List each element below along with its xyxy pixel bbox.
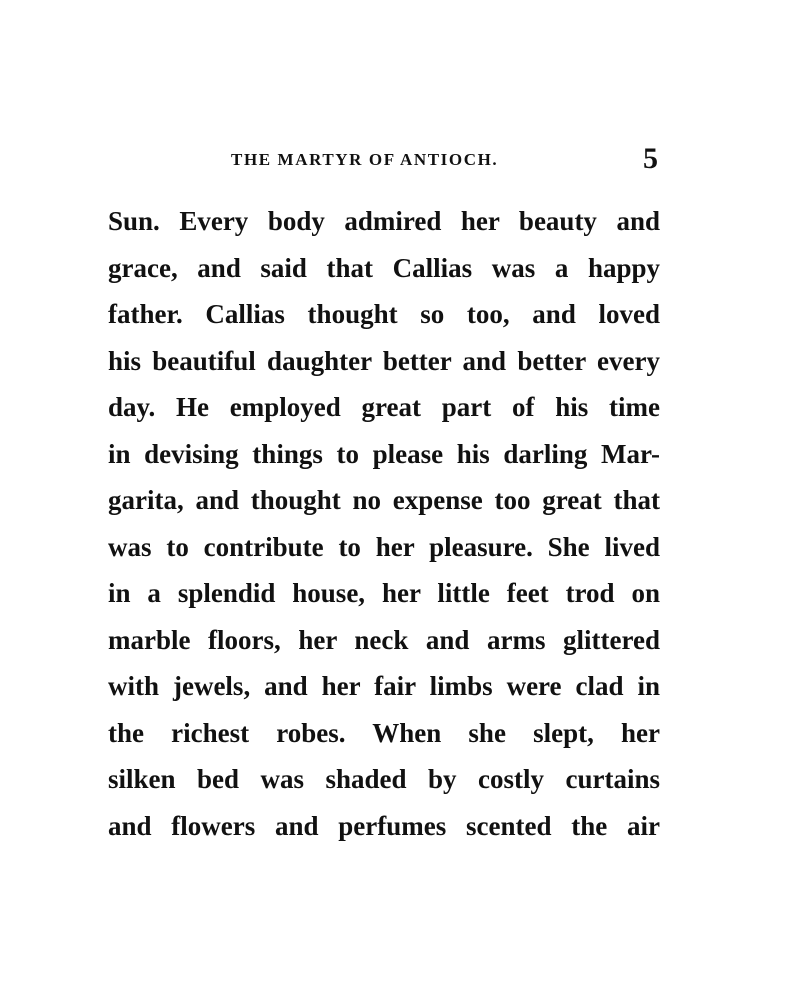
text-line: with jewels, and her fair limbs were clad in [108,671,660,701]
text-line: marble floors, her neck and arms glittered [108,624,660,655]
running-title: THE MARTYR OF ANTIOCH. [231,150,499,169]
text-line: was to contribute to her pleasure. She lived [108,531,660,562]
page-number: 5 [643,142,658,175]
running-header [108,142,660,182]
body-text [108,198,660,849]
text-line: his beautiful daughter better and better every [108,345,660,376]
text-line: Sun. Every body admired her beauty and [108,206,660,236]
text-line: day. He employed great part of his time [108,392,660,422]
text-line: and flowers and perfumes scented the air [108,810,660,841]
text-line: grace, and said that Callias was a happy [108,252,660,283]
text-line: in a splendid house, her little feet trod on [108,578,660,608]
text-line: garita, and thought no expense too great that [108,485,660,515]
text-line: the richest robes. When she slept, her [108,717,660,748]
text-line: father. Callias thought so too, and loved [108,299,660,329]
text-line: silken bed was shaded by costly curtains [108,764,660,794]
text-line: in devising things to please his darling Mar- [108,438,660,469]
